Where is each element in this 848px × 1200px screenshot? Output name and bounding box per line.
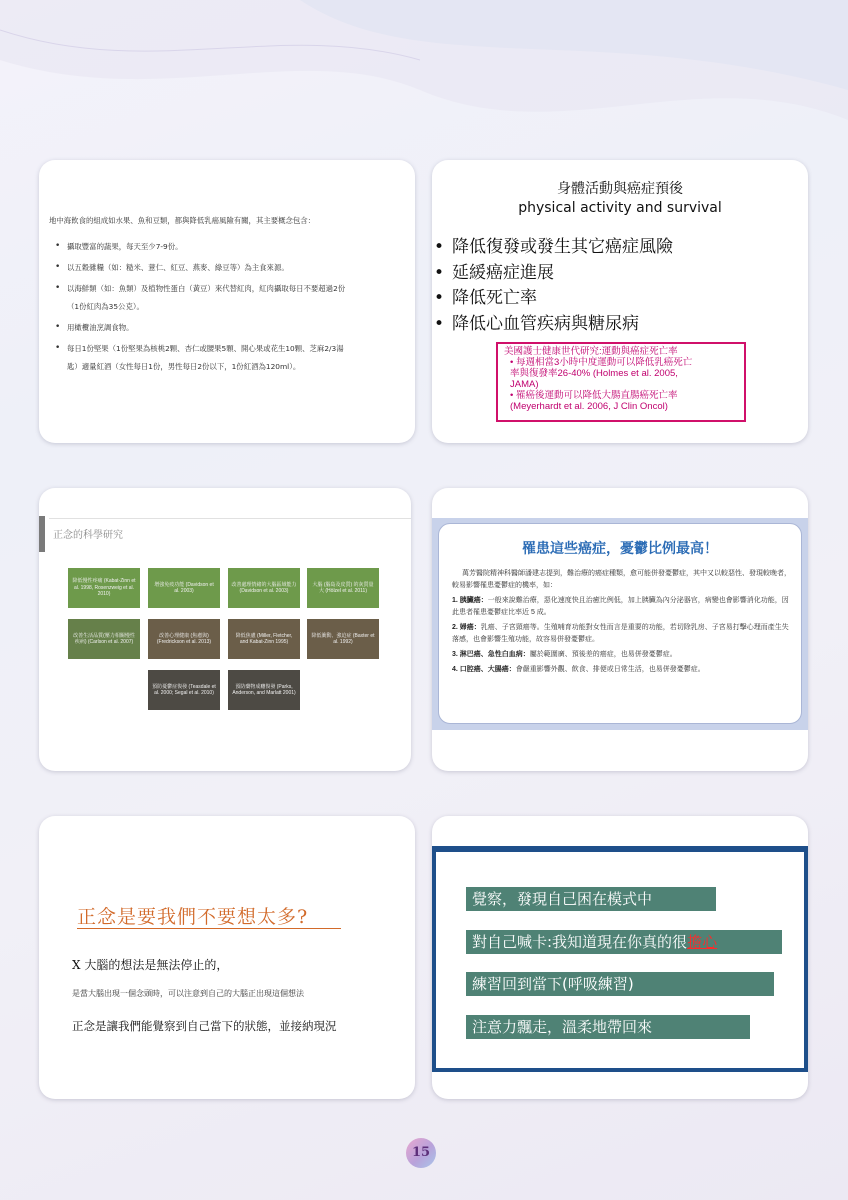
list-item: 2. 婦癌：乳癌、子宮頸癌等。生殖哺育功能對女性而言是重要的功能，若切除乳房、子宮易打擊心理而產生失落感，也會影響生殖功能，故容易併發憂鬱症。 xyxy=(452,624,789,643)
slide-mediterranean-diet xyxy=(39,160,415,443)
research-tile: 改善心理健康 (焦慮與) (Fredrickson et al. 2013) xyxy=(148,619,220,659)
list-item: 1. 胰臟癌：一般來說難治療，惡化速度快且治癒比例低，加上胰臟為內分泌器官，病變也會影響消化功能，因此患者罹患憂鬱症比率近 5 成。 xyxy=(452,597,789,616)
slide-cancer-depression xyxy=(432,488,808,771)
research-tile: 預防藥物成癮復發 (Parks, Anderson, and Marlatt 2001) xyxy=(228,670,300,710)
slide-title: 正念的科學研究 xyxy=(53,530,123,541)
statement-3: 正念是讓我們能覺察到自己當下的狀態，並接納現況 xyxy=(72,1019,337,1033)
step-item: 對自己喊卡:我知道現在你真的很擔心 xyxy=(466,930,782,954)
list-item: • 以五穀雜糧（如：糙米、薏仁、紅豆、燕麥、綠豆等）為主食來源。 xyxy=(53,257,407,278)
list-item: 4. 口腔癌、大腸癌：會嚴重影響外觀、飲食、排便或日常生活，也易併發憂鬱症。 xyxy=(452,666,705,673)
research-tile: 降低慢性疼痛 (Kabat-Zinn et al. 1998, Rosenzweig et al. 2010) xyxy=(68,568,140,608)
list-item: • 攝取豐富的蔬果，每天至少7-9份。 xyxy=(53,236,407,257)
list-item: • 每日1份堅果（1份堅果為核桃2顆、杏仁或腰果5顆、開心果或花生10顆、芝麻2/3湯 匙）適量紅酒（女性每日1份，男性每日2份以下，1份紅酒為120ml）。 xyxy=(53,338,407,377)
list-item: • 降低死亡率 xyxy=(434,288,537,308)
diet-intro: 地中海飲食的組成如水果、魚和豆類，都與降低乳癌風險有關，其主要概念包含： xyxy=(49,216,316,225)
slide-frame xyxy=(432,852,808,1072)
diet-list xyxy=(53,236,407,377)
slide-mindfulness-steps xyxy=(432,816,808,1099)
page-number: 15 xyxy=(406,1138,436,1168)
study-callout-box: 美國護士健康世代研究:運動與癌症死亡率 • 每週相當3小時中度運動可以降低乳癌死亡 率與復發率26-40% (Holmes et al. 2005, JAMA) • 罹癌後運動可以降低大腸直腸癌死亡率 (Meyerhardt et al. 2006, J Clin Oncol) xyxy=(496,342,746,422)
list-item: • 降低心血管疾病與糖尿病 xyxy=(434,313,639,334)
research-tile: 改善生活品質(壓力相關慢性疾病) (Carlson et al. 2007) xyxy=(68,619,140,659)
list-item: 3. 淋巴癌、急性白血病：屬於範圍廣、預後差的癌症，也易併發憂鬱症。 xyxy=(452,651,677,658)
title-underline xyxy=(77,928,341,929)
divider xyxy=(49,518,411,519)
slide-title: 罹患這些癌症，憂鬱比例最高！ xyxy=(522,541,718,557)
slide-mindfulness-myth xyxy=(39,816,415,1099)
statement-2: 是當大腦出現一個念頭時，可以注意到自己的大腦正出現這個想法 xyxy=(72,989,304,998)
step-item: 注意力飄走，溫柔地帶回來 xyxy=(466,1015,750,1039)
slide-title: 正念是要我們不要想太多? xyxy=(77,906,309,928)
list-item: • 降低復發或發生其它癌症風險 xyxy=(434,237,673,257)
research-tile: 改善處理情緒的大腦區域能力 (Davidson et al. 2003) xyxy=(228,568,300,608)
research-tile: 大腦 (腦島及皮質) 的灰質量大 (Hölzel et al. 2011) xyxy=(307,568,379,608)
step-item: 練習回到當下(呼吸練習) xyxy=(466,972,774,996)
research-tile: 預防憂鬱症復發 (Teasdale et al. 2000; Segal et al. 2010) xyxy=(148,670,220,710)
research-tile: 降低衝動、強迫症 (Baxter et al. 1992) xyxy=(307,619,379,659)
list-item: • 延緩癌症進展 xyxy=(434,262,554,283)
research-tile: 降低焦慮 (Miller, Fletcher, and Kabat-Zinn 1995) xyxy=(228,619,300,659)
list-item: • 以海鮮類（如：魚類）及植物性蛋白（黃豆）來代替紅肉，紅肉攝取每日不要超過2份 （1份紅肉為35公克）。 xyxy=(53,278,407,317)
slide-physical-activity xyxy=(432,160,808,443)
slide-mindfulness-research xyxy=(39,488,411,771)
benefit-list xyxy=(434,235,673,337)
body-intro: 萬芳醫院精神科醫師潘建志提到，難治療的癌症種類，愈可能併發憂鬱症，其中又以較惡性、發現較晚者，較易影響罹患憂鬱症的機率，如： xyxy=(452,570,791,589)
slide-title: 身體活動與癌症預後 physical activity and survival xyxy=(518,181,722,216)
statement-1: X 大腦的想法是無法停止的， xyxy=(72,958,229,972)
list-item: • 用橄欖油烹調食物。 xyxy=(53,317,407,338)
slide-body xyxy=(452,568,792,679)
step-item: 覺察，發現自己困在模式中 xyxy=(466,887,716,911)
accent-bar xyxy=(39,516,45,552)
research-tile: 增強免疫功能 (Davidson et al. 2003) xyxy=(148,568,220,608)
